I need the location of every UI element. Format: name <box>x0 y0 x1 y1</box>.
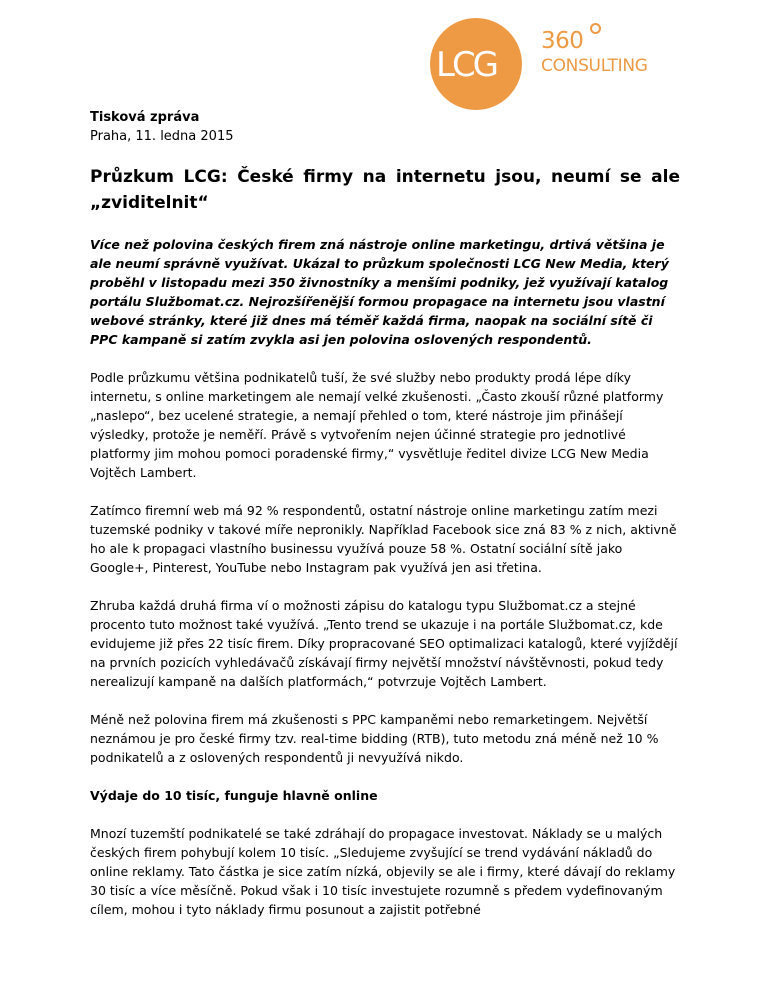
article-title: Průzkum LCG: České firmy na internetu jsou, neumí se ale „zviditelnit“ <box>90 167 680 213</box>
section-subheading: Výdaje do 10 tisíc, funguje hlavně online <box>90 788 378 803</box>
document-type-label: Tisková zpráva <box>90 110 200 125</box>
company-logo <box>430 18 680 110</box>
paragraph-final: Mnozí tuzemští podnikatelé se také zdráhají do propagace investovat. Náklady se u malých českých firem pohybují kolem 10 tisíc. „Sledujeme zvyšující se trend vydávání nákladů do online reklamy. Tato částka je sice zatím nízká, objevily se ale i firmy, které dávají do reklamy 30 tisíc a více měsíčně. Pokud však i 10 tisíc investujete rozumně s předem vydefinovaným cílem, mohou i tyto náklady firmu posunout a zajistit potřebné <box>90 826 676 917</box>
paragraph: Méně než polovina firem má zkušenosti s PPC kampaněmi nebo remarketingem. Největší neznámou je pro české firmy tzv. real-time bidding (RTB), tuto metodu zná méně než 10 % podnikatelů a z oslovených respondentů ji nevyužívá nikdo. <box>90 712 659 765</box>
logo-brand-text: LCG <box>436 45 497 85</box>
logo-suffix: CONSULTING <box>541 56 648 76</box>
paragraph: Zhruba každá druhá firma ví o možnosti zápisu do katalogu typu Službomat.cz a stejné procento tuto možnost také využívá. „Tento trend se ukazuje i na portále Službomat.cz, kde evidujeme již přes 22 tisíc firem. Díky propracované SEO optimalizaci katalogů, které vyjíždějí na prvních pozicích vyhledávačů získávají firmy největší množství návštěvnosti, pokud tedy nerealizují kampaně na dalších platformách,“ potvrzuje Vojtěch Lambert. <box>90 598 678 689</box>
logo-number: 360 <box>541 28 584 54</box>
paragraph: Podle průzkumu většina podnikatelů tuší, že své služby nebo produkty prodá lépe díky internetu, s online marketingem ale nemají velké zkušenosti. „Často zkouší různé platformy „naslepo“, bez ucelené strategie, a nemají přehled o tom, které nástroje jim přinášejí výsledky, protože je neměří. Právě s vytvořením nejen účinné strategie pro jednotlivé platformy jim mohou pomoci poradenské firmy,“ vysvětluje ředitel divize LCG New Media Vojtěch Lambert. <box>90 370 664 480</box>
logo-degree-icon <box>590 23 601 34</box>
document-date: Praha, 11. ledna 2015 <box>90 129 234 144</box>
article-lead: Více než polovina českých firem zná nástroje online marketingu, drtivá většina je ale neumí správně využívat. Ukázal to průzkum společnosti LCG New Media, který proběhl v listopadu mezi 350 živnostníky a menšími podniky, jež využívají katalog portálu Službomat.cz. Nejrozšířenější formou propagace na internetu jsou vlastní webové stránky, které již dnes má téměř každá firma, naopak na sociální sítě či PPC kampaně si zatím zvykla asi jen polovina oslovených respondentů. <box>90 237 669 347</box>
logo-circle <box>430 18 522 110</box>
document-body <box>90 108 680 919</box>
paragraph: Zatímco firemní web má 92 % respondentů, ostatní nástroje online marketingu zatím mezi tuzemské podniky v takové míře nepronikly. Například Facebook sice zná 83 % z nich, aktivně ho ale k propagaci vlastního businessu využívá pouze 58 %. Ostatní sociální sítě jako Google+, Pinterest, YouTube nebo Instagram pak využívá jen asi třetina. <box>90 503 677 575</box>
